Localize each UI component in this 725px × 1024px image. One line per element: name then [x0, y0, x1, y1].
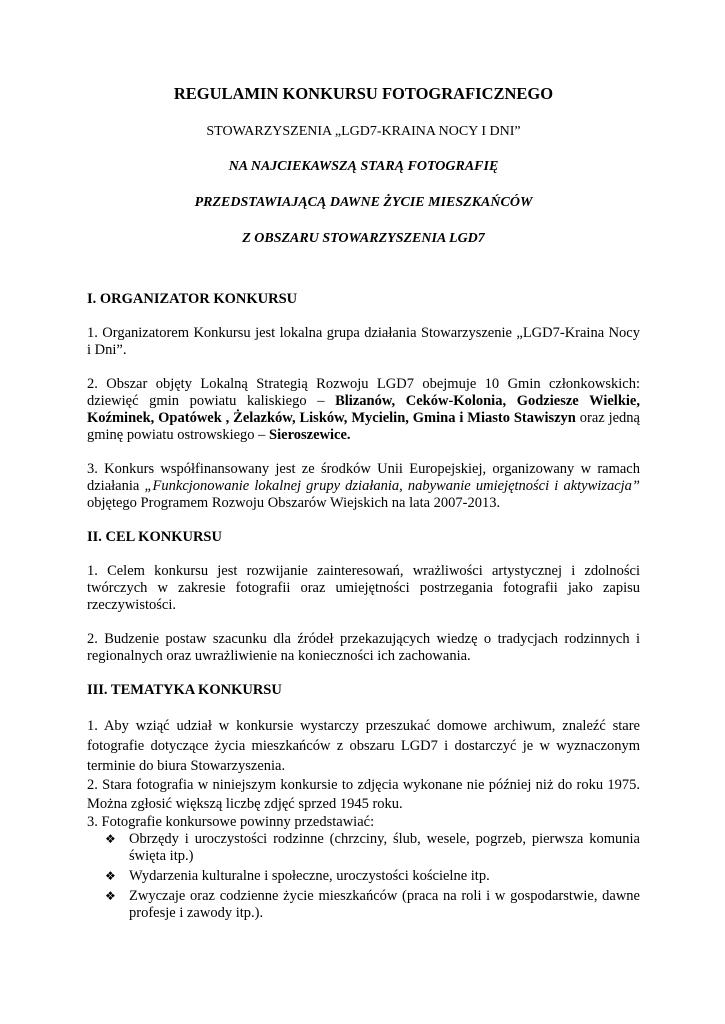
goal-paragraph-2: 2. Budzenie postaw szacunku dla źródeł przekazujących wiedzę o tradycjach rodzinnych i regionalnych oraz uwrażliwienie na konieczności ich zachowania. [87, 631, 640, 664]
list-item: ❖ Obrzędy i uroczystości rodzinne (chrzciny, ślub, wesele, pogrzeb, pierwsza komunia święta itp.) [105, 831, 640, 864]
organizer-paragraph-2: 2. Obszar objęty Lokalną Strategią Rozwoju LGD7 obejmuje 10 Gmin członkowskich: dziewięć gmin powiatu kaliskiego – Blizanów, Ceków-Kolonia, Godziesze Wielkie, Koźminek, Opatówek , Żelazków, Lisków, Mycielin, Gmina i Miasto Stawiszyn oraz jedną gminę powiatu ostrowskiego – Sieroszewice. [87, 376, 640, 443]
theme-paragraph-2: 2. Stara fotografia w niniejszym konkursie to zdjęcia wykonane nie później niż do roku 1975. Można zgłosić większą liczbę zdjęć sprzed 1945 roku. [87, 777, 640, 812]
contest-name-line-1: NA NAJCIEKAWSZĄ STARĄ FOTOGRAFIĘ [228, 159, 499, 174]
list-item: ❖ Wydarzenia kulturalne i społeczne, uroczystości kościelne itp. [105, 868, 490, 884]
municipality-sieroszewice: Sieroszewice. [269, 427, 351, 443]
diamond-bullet-icon: ❖ [105, 869, 116, 883]
document-title: REGULAMIN KONKURSU FOTOGRAFICZNEGO [173, 84, 554, 103]
theme-paragraph-3: 3. Fotografie konkursowe powinny przedstawiać: [87, 814, 375, 830]
municipalities-list: Blizanów, Ceków-Kolonia, Godziesze Wielkie, Koźminek, Opatówek , Żelazków, Lisków, Mycielin, Gmina i Miasto Stawiszyn [87, 393, 640, 426]
goal-paragraph-1: 1. Celem konkursu jest rozwijanie zainteresowań, wrażliwości artystycznej i zdolności twórczych w zakresie fotografii oraz umiejętności postrzegania fotografii jako zapisu rzeczywistości. [87, 563, 640, 613]
document-subtitle: STOWARZYSZENIA „LGD7-KRAINA NOCY I DNI” [206, 124, 521, 139]
list-item: ❖ Zwyczaje oraz codzienne życie mieszkańców (praca na roli i w gospodarstwie, dawne profesje i zawody itp.). [105, 888, 640, 921]
organizer-paragraph-3: 3. Konkurs współfinansowany jest ze środków Unii Europejskiej, organizowany w ramach działania „Funkcjonowanie lokalnej grupy działania, nabywanie umiejętności i aktywizacja” objętego Programem Rozwoju Obszarów Wiejskich na lata 2007-2013. [87, 461, 640, 511]
theme-paragraph-1: 1. Aby wziąć udział w konkursie wystarczy przeszukać domowe archiwum, znaleźć stare fotografie dotyczące życia mieszkańców z obszaru LGD7 i dostarczyć je w wyznaczonym terminie do biura Stowarzyszenia. [87, 718, 640, 774]
section-heading-organizer: I. ORGANIZATOR KONKURSU [87, 291, 298, 307]
diamond-bullet-icon: ❖ [105, 832, 116, 846]
contest-name-line-3: Z OBSZARU STOWARZYSZENIA LGD7 [242, 231, 485, 246]
action-name: „Funkcjonowanie lokalnej grupy działania, nabywanie umiejętności i aktywizacja” [144, 478, 640, 494]
theme-bullet-list [87, 831, 640, 922]
document-page [87, 84, 640, 922]
organizer-paragraph-1: 1. Organizatorem Konkursu jest lokalna grupa działania Stowarzyszenie „LGD7-Kraina Nocy i Dni”. [87, 325, 640, 358]
section-heading-goal: II. CEL KONKURSU [87, 529, 222, 545]
section-heading-theme: III. TEMATYKA KONKURSU [87, 682, 282, 698]
diamond-bullet-icon: ❖ [105, 889, 116, 903]
contest-name-line-2: PRZEDSTAWIAJĄCĄ DAWNE ŻYCIE MIESZKAŃCÓW [194, 195, 533, 210]
